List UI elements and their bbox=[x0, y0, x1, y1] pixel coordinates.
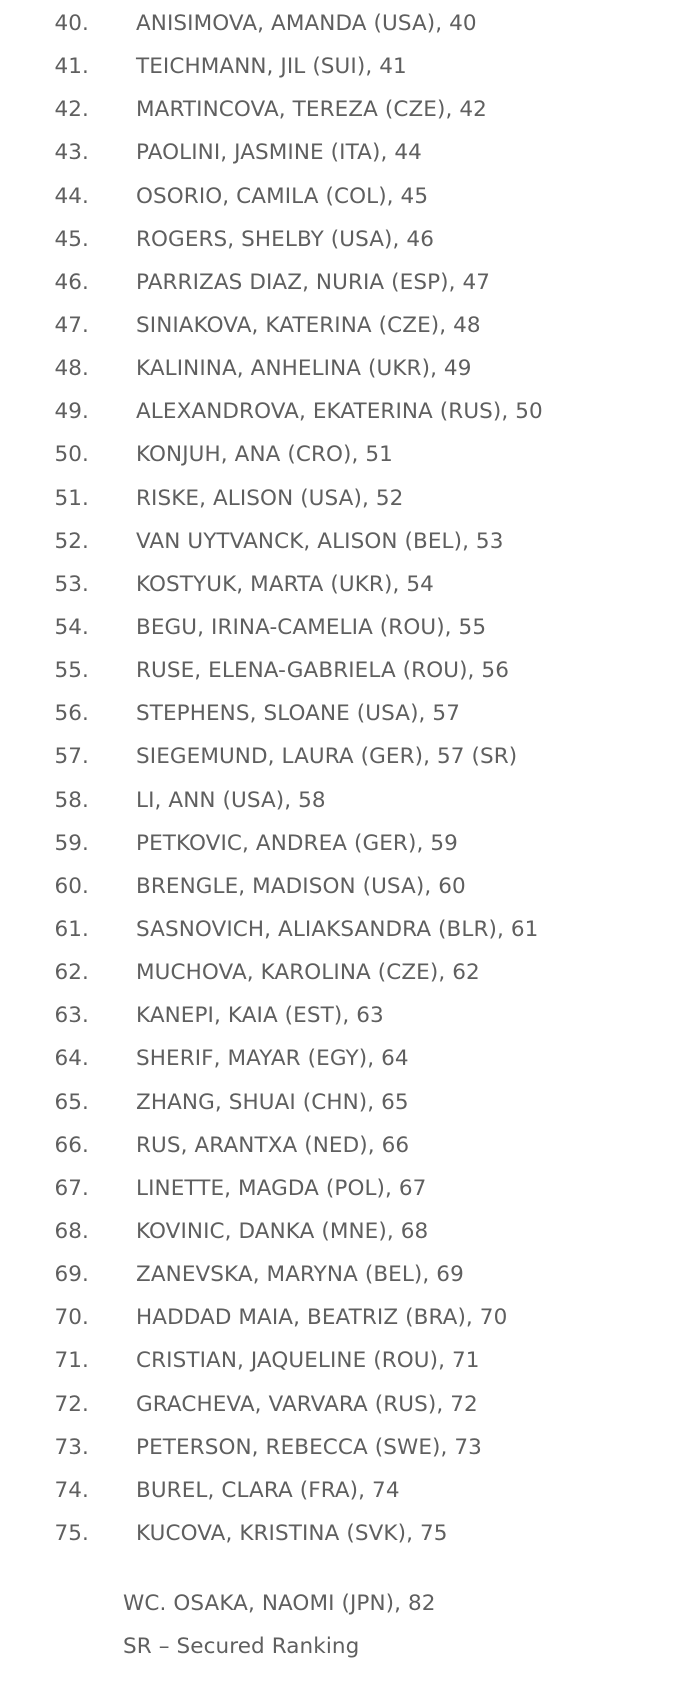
wildcard-entry: WC. OSAKA, NAOMI (JPN), 82 bbox=[123, 1591, 436, 1616]
entry-player: STEPHENS, SLOANE (USA), 57 bbox=[136, 701, 460, 727]
entry-number: 74. bbox=[54, 1477, 89, 1503]
entry-number: 70. bbox=[54, 1305, 89, 1331]
list-item bbox=[0, 1426, 680, 1469]
entry-number: 63. bbox=[54, 1003, 89, 1029]
entry-player: SHERIF, MAYAR (EGY), 64 bbox=[136, 1046, 409, 1072]
list-item bbox=[0, 1469, 680, 1512]
list-item bbox=[0, 951, 680, 994]
entry-player: MARTINCOVA, TEREZA (CZE), 42 bbox=[136, 97, 487, 123]
list-item bbox=[0, 779, 680, 822]
entry-number: 73. bbox=[54, 1434, 89, 1460]
list-item bbox=[0, 347, 680, 390]
entry-player: ROGERS, SHELBY (USA), 46 bbox=[136, 226, 434, 252]
footnotes bbox=[123, 1582, 436, 1668]
entry-number: 53. bbox=[54, 571, 89, 597]
list-item bbox=[0, 304, 680, 347]
entry-player: LINETTE, MAGDA (POL), 67 bbox=[136, 1175, 427, 1201]
entry-player: KONJUH, ANA (CRO), 51 bbox=[136, 442, 393, 468]
list-item bbox=[0, 2, 680, 45]
entry-number: 67. bbox=[54, 1175, 89, 1201]
player-entry-list bbox=[0, 2, 680, 1555]
entry-player: KANEPI, KAIA (EST), 63 bbox=[136, 1003, 384, 1029]
entry-player: SIEGEMUND, LAURA (GER), 57 (SR) bbox=[136, 744, 518, 770]
list-item bbox=[0, 520, 680, 563]
list-item bbox=[0, 735, 680, 778]
entry-number: 41. bbox=[54, 54, 89, 80]
entry-number: 48. bbox=[54, 356, 89, 382]
entry-player: BUREL, CLARA (FRA), 74 bbox=[136, 1477, 400, 1503]
entry-number: 55. bbox=[54, 658, 89, 684]
entry-number: 46. bbox=[54, 269, 89, 295]
entry-number: 45. bbox=[54, 226, 89, 252]
entry-number: 52. bbox=[54, 528, 89, 554]
list-item bbox=[0, 1339, 680, 1382]
list-item bbox=[0, 994, 680, 1037]
entry-player: VAN UYTVANCK, ALISON (BEL), 53 bbox=[136, 528, 504, 554]
entry-player: HADDAD MAIA, BEATRIZ (BRA), 70 bbox=[136, 1305, 508, 1331]
entry-number: 71. bbox=[54, 1348, 89, 1374]
list-item bbox=[0, 1124, 680, 1167]
entry-player: PARRIZAS DIAZ, NURIA (ESP), 47 bbox=[136, 269, 491, 295]
entry-player: ZHANG, SHUAI (CHN), 65 bbox=[136, 1089, 409, 1115]
list-item bbox=[0, 1512, 680, 1555]
list-item bbox=[0, 649, 680, 692]
list-item bbox=[0, 1296, 680, 1339]
entry-player: KOSTYUK, MARTA (UKR), 54 bbox=[136, 571, 434, 597]
list-item bbox=[0, 563, 680, 606]
list-item bbox=[0, 1037, 680, 1080]
entry-number: 65. bbox=[54, 1089, 89, 1115]
list-item bbox=[0, 261, 680, 304]
list-item bbox=[0, 433, 680, 476]
entry-player: KOVINIC, DANKA (MNE), 68 bbox=[136, 1219, 429, 1244]
entry-player: TEICHMANN, JIL (SUI), 41 bbox=[136, 54, 407, 80]
entry-player: CRISTIAN, JAQUELINE (ROU), 71 bbox=[136, 1348, 480, 1374]
entry-player: SASNOVICH, ALIAKSANDRA (BLR), 61 bbox=[136, 917, 539, 943]
entry-number: 64. bbox=[54, 1046, 89, 1072]
entry-number: 50. bbox=[54, 442, 89, 468]
entry-number: 58. bbox=[54, 787, 89, 813]
list-item bbox=[0, 131, 680, 174]
entry-player: PAOLINI, JASMINE (ITA), 44 bbox=[136, 140, 422, 166]
list-item bbox=[0, 390, 680, 433]
list-item bbox=[0, 692, 680, 735]
list-item bbox=[0, 218, 680, 261]
entry-number: 61. bbox=[54, 917, 89, 943]
entry-number: 59. bbox=[54, 830, 89, 856]
entry-player: BEGU, IRINA-CAMELIA (ROU), 55 bbox=[136, 615, 487, 641]
list-item bbox=[0, 88, 680, 131]
entry-number: 60. bbox=[54, 873, 89, 899]
entry-player: LI, ANN (USA), 58 bbox=[136, 787, 326, 813]
list-item bbox=[0, 477, 680, 520]
entry-player: RISKE, ALISON (USA), 52 bbox=[136, 485, 404, 511]
list-item bbox=[0, 865, 680, 908]
entry-player: SINIAKOVA, KATERINA (CZE), 48 bbox=[136, 313, 481, 339]
list-item bbox=[0, 1167, 680, 1210]
entry-player: OSORIO, CAMILA (COL), 45 bbox=[136, 183, 429, 209]
entry-player: RUS, ARANTXA (NED), 66 bbox=[136, 1132, 410, 1158]
list-item bbox=[0, 1081, 680, 1124]
entry-player: GRACHEVA, VARVARA (RUS), 72 bbox=[136, 1391, 478, 1417]
entry-number: 42. bbox=[54, 97, 89, 123]
list-item bbox=[0, 1383, 680, 1426]
list-item bbox=[0, 45, 680, 88]
entry-number: 54. bbox=[54, 615, 89, 641]
entry-number: 47. bbox=[54, 313, 89, 339]
entry-number: 43. bbox=[54, 140, 89, 166]
entry-player: MUCHOVA, KAROLINA (CZE), 62 bbox=[136, 960, 480, 986]
entry-number: 62. bbox=[54, 960, 89, 986]
entry-number: 66. bbox=[54, 1132, 89, 1158]
entry-player: BRENGLE, MADISON (USA), 60 bbox=[136, 873, 466, 899]
entry-number: 57. bbox=[54, 744, 89, 770]
list-item bbox=[0, 606, 680, 649]
list-item bbox=[0, 822, 680, 865]
entry-player: KALININA, ANHELINA (UKR), 49 bbox=[136, 356, 472, 382]
entry-player: ANISIMOVA, AMANDA (USA), 40 bbox=[136, 11, 477, 37]
entry-number: 68. bbox=[54, 1219, 89, 1244]
entry-number: 69. bbox=[54, 1262, 89, 1288]
entry-number: 49. bbox=[54, 399, 89, 425]
entry-number: 75. bbox=[54, 1520, 89, 1546]
entry-number: 44. bbox=[54, 183, 89, 209]
list-item bbox=[0, 1210, 680, 1253]
entry-player: KUCOVA, KRISTINA (SVK), 75 bbox=[136, 1520, 448, 1546]
entry-number: 40. bbox=[54, 11, 89, 37]
entry-number: 51. bbox=[54, 485, 89, 511]
entry-player: ALEXANDROVA, EKATERINA (RUS), 50 bbox=[136, 399, 543, 425]
entry-number: 72. bbox=[54, 1391, 89, 1417]
entry-player: RUSE, ELENA-GABRIELA (ROU), 56 bbox=[136, 658, 509, 684]
entry-player: PETKOVIC, ANDREA (GER), 59 bbox=[136, 830, 458, 856]
secured-ranking-legend: SR – Secured Ranking bbox=[123, 1634, 360, 1659]
entry-number: 56. bbox=[54, 701, 89, 727]
list-item bbox=[0, 175, 680, 218]
list-item bbox=[0, 908, 680, 951]
list-item bbox=[0, 1253, 680, 1296]
entry-player: ZANEVSKA, MARYNA (BEL), 69 bbox=[136, 1262, 464, 1288]
entry-player: PETERSON, REBECCA (SWE), 73 bbox=[136, 1434, 482, 1460]
